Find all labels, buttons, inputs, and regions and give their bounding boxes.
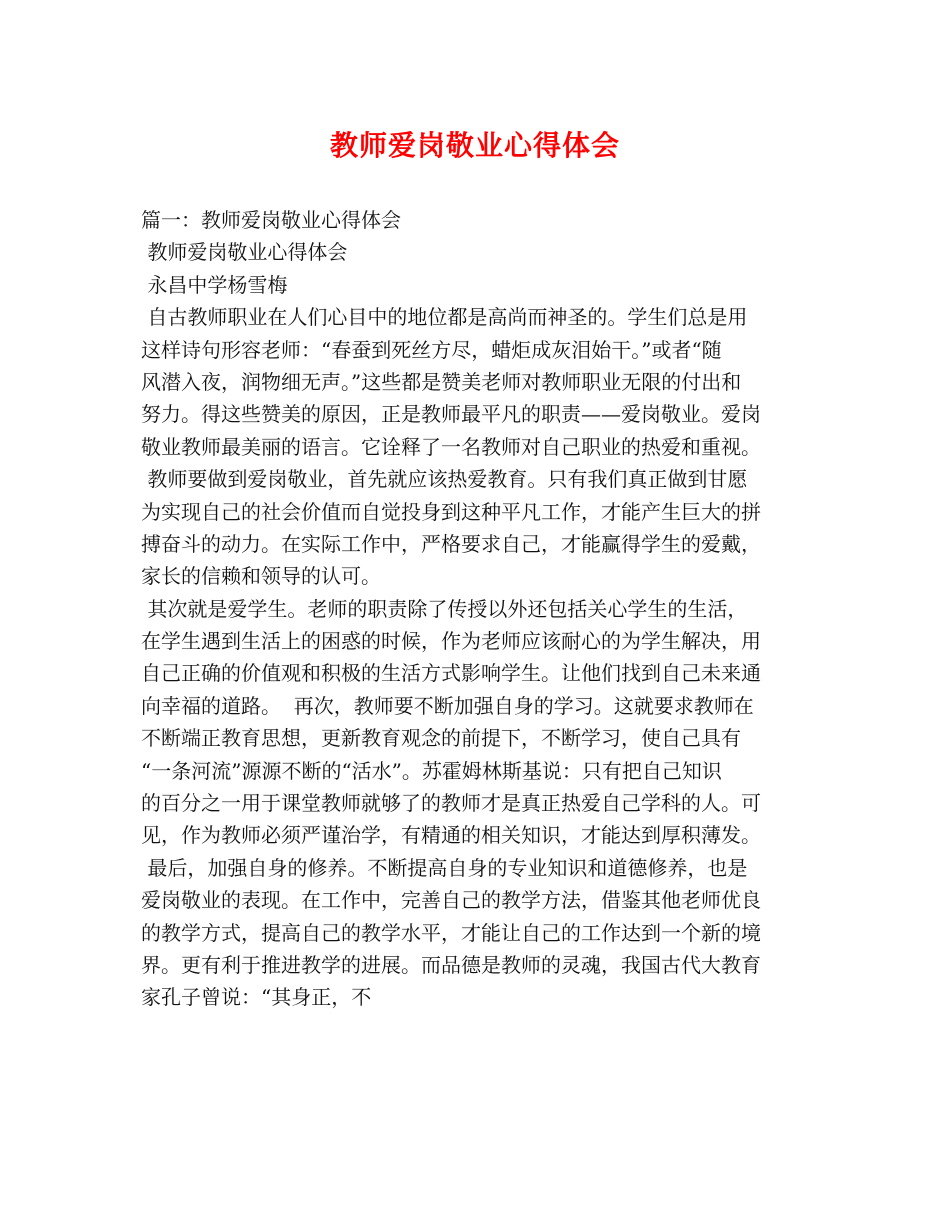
body-line: 的百分之一用于课堂教师就够了的教师才是真正热爱自己学科的人。可 <box>141 791 761 816</box>
body-line: 自己正确的价值观和积极的生活方式影响学生。让他们找到自己未来通 <box>141 661 761 686</box>
body-line: 向幸福的道路。 再次，教师要不断加强自身的学习。这就要求教师在 <box>141 693 754 718</box>
body-line: 见，作为教师必须严谨治学，有精通的相关知识，才能达到厚积薄发。 <box>141 823 761 848</box>
body-line: 教师要做到爱岗敬业，首先就应该热爱教育。只有我们真正做到甘愿 <box>141 467 748 492</box>
body-line: 最后，加强自身的修养。不断提高自身的专业知识和道德修养，也是 <box>141 855 748 880</box>
body-line: 努力。得这些赞美的原因，正是教师最平凡的职责——爱岗敬业。爱岗 <box>141 402 761 427</box>
body-line: 永昌中学杨雪梅 <box>141 272 288 297</box>
body-line: 敬业教师最美丽的语言。它诠释了一名教师对自己职业的热爱和重视。 <box>141 434 761 459</box>
body-line: 界。更有利于推进教学的进展。而品德是教师的灵魂，我国古代大教育 <box>141 952 761 977</box>
body-line: 为实现自己的社会价值而自觉投身到这种平凡工作，才能产生巨大的拼 <box>141 499 761 524</box>
body-line: 爱岗敬业的表现。在工作中，完善自己的教学方法，借鉴其他老师优良 <box>141 888 761 913</box>
body-line: 的教学方式，提高自己的教学水平，才能让自己的工作达到一个新的境 <box>141 920 761 945</box>
body-line: 自古教师职业在人们心目中的地位都是高尚而神圣的。学生们总是用 <box>141 305 748 330</box>
body-line: 风潜入夜，润物细无声。”这些都是赞美老师对教师职业无限的付出和 <box>141 369 742 394</box>
body-line: 家长的信赖和领导的认可。 <box>141 564 381 589</box>
body-line: 在学生遇到生活上的困惑的时候，作为老师应该耐心的为学生解决，用 <box>141 629 761 654</box>
body-line: 教师爱岗敬业心得体会 <box>141 240 348 265</box>
document-title: 教师爱岗敬业心得体会 <box>329 129 620 162</box>
body-line: 其次就是爱学生。老师的职责除了传授以外还包括关心学生的生活， <box>141 596 748 621</box>
body-line: 篇一：教师爱岗敬业心得体会 <box>141 208 401 232</box>
document-body <box>141 204 813 1014</box>
body-line: 家孔子曾说：“其身正，不 <box>141 985 372 1010</box>
body-line: 这样诗句形容老师：“春蚕到死丝方尽，蜡炬成灰泪始干。”或者“随 <box>141 337 722 362</box>
body-line: 搏奋斗的动力。在实际工作中，严格要求自己，才能赢得学生的爱戴， <box>141 531 761 556</box>
body-line: “一条河流”源源不断的“活水”。苏霍姆林斯基说：只有把自己知识 <box>141 758 722 783</box>
body-line: 不断端正教育思想，更新教育观念的前提下，不断学习，使自己具有 <box>141 726 741 751</box>
